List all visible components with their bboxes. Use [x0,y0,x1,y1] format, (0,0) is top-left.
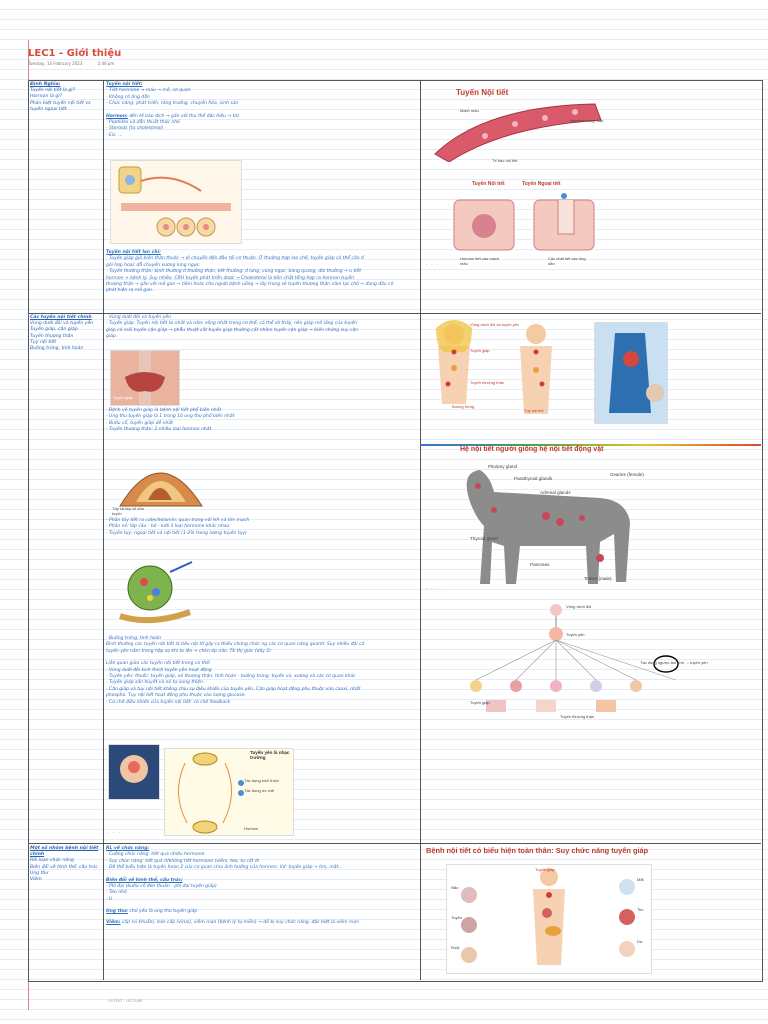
row-divider-2 [28,843,761,844]
hypo-label-eye: Mắt [637,877,644,882]
thyroid-throat-figure [110,350,180,406]
exo-line: hormon → bệnh lý. Suy nhiều. CRH tuyến phát triển được → Cholesterol là tiền chất tổng hợp ra hormon tuyến [106,275,355,281]
s2-main-adrenal [106,518,418,537]
s1-left-item: tuyến ngoại tiết [30,106,67,112]
label-endocrine-gland: Tuyến Nội tiết [472,181,505,187]
s2-line: giáp. [106,334,118,340]
s1-left-item: Hormon là gì? [30,94,62,100]
s3-inflam-line [106,920,418,926]
s2-main-gonad [106,636,418,706]
s2-mid-line: - Bệnh về tuyến giáp là bệnh nội tiết phổ biến nhất [106,408,222,413]
label-duct: Các chất tiết vào ống dẫn [548,256,586,266]
pituitary-diagram [164,748,294,836]
relation-line: - Cơ chế điều khiển của tuyến nội tiết: cơ chế feedback [106,699,231,705]
animal-label-testes: Testes (male) [584,576,612,581]
s1-main-line: - Không có ống dẫn [106,94,150,100]
relation-line: - Tuyến yên: thuốc: tuyến giáp, vỏ thượng thận, tinh hoàn - buồng trứng, tuyến vú, xương và các cơ quan khác [106,674,356,680]
animal-label-pancreas: Pancreas [530,562,550,567]
flow-label-pituitary: Tuyến yên [566,632,585,637]
s2-left-item: Tụy nội tiết [30,339,57,345]
throat-label: Tuyến giáp [113,395,133,400]
s1-left-item: Tuyến nội tiết là gì? [30,88,75,94]
s3-morph-line: - U [106,896,113,902]
human-label-pancreas: Tụy nội tiết [524,408,544,413]
s3-line: - Cường chức năng: tiết quá nhiều hormone [106,852,205,858]
s2-line: - Tuyến giáp: Tuyến nội tiết to nhất và nằm nông nhất trong cơ thể, có thể sờ thấy, nên giáp mô lắng của tuyến [106,321,358,327]
pituitary-title: Tuyến yên là nhạc trưởng [250,750,290,760]
s1-left [30,82,102,113]
s2-gonad-line: tuyến yên nằm trong hộp sọ khi to lên → chèn ép não. TK thị giác (dây 2) [106,648,271,654]
s3-left-item: Rối loạn chức năng [30,858,74,864]
exo-line: phát hiện ra mô gan. [106,288,154,294]
s3-right-title: Bệnh nội tiết có biểu hiện toàn thân: Suy chức năng tuyến giáp [426,846,649,855]
flow-feedback-label: Tác dụng ngược âm tính → tuyến yên [640,660,708,665]
human-label-ovary: Buồng trứng [452,404,475,409]
s2-main-dots: · · · [108,830,121,836]
s2-left-heading: Các tuyến nội tiết chính [30,315,92,320]
s2-right-dots: · · · · [426,586,445,592]
hypo-label-brain: Não [451,885,459,890]
s1-main-line: - Chức năng: phát triển, tăng trưởng, chuyển hóa, sinh sản [106,101,239,107]
pituitary-hormone-label: Hormon [244,826,259,831]
s1-main [106,82,418,139]
s2-main-top [106,315,418,341]
exo-line: - Tuyến giáp gửi biến thân thuốc → di chuyển đến đầu tôi cơ thuận. Ở thường hợp lao chế, tuyến giáp có thể cần ở [106,256,364,262]
label-endocrine-cell: Tế bào nội tiết [492,158,518,163]
s3-line: - Đề thể biểu hiện là tuyến hoàn 2 của cơ quan chia ảnh hưởng của hormon. Vd: tuyến giáp → tim, mắt... [106,865,343,871]
s3-cancer-heading: Ung thư: [106,909,129,915]
hypothyroid-svg [447,865,651,973]
col-divider-1 [103,80,104,980]
hormone-diagram [110,160,242,244]
hormone-line: - Peptides và dẫn thuất thức nhỏ [106,120,180,126]
animal-label-pituitary: Pituitary gland [488,464,518,469]
flow-label-adrenal: Tuyến thượng thận [560,714,595,719]
s2-gonad-line: Bình thường các tuyến nội tiết là tiêu nội tổ gây ra thiếu chứng chức ng các cơ quan năng quanh: Suy nhiều đài cả [106,642,365,648]
animal-label-parathyroid: Parathyroid glands [514,476,553,481]
endocrine-flow-diagram [456,600,706,730]
s3-main-heading: RL về chức năng: [106,846,150,851]
s3-left-item: Ung thư [30,870,49,876]
exo-line: gói hợp hoạc dẫ chuyển xương lưng ngực. [106,262,201,268]
flow-label-thyroid: Tuyến giáp [470,700,490,705]
col-divider-2 [420,80,421,980]
flow-label-hypothalamus: Vùng dưới đồi [566,604,592,609]
s2-left-item: Vùng dưới đồi và tuyến yên [30,321,94,327]
s3-cancer-text: chủ yếu là ung thư tuyến giáp [128,909,198,915]
row-divider-1 [28,313,761,314]
animal-label-ovaries: Ovaries (female) [610,472,644,477]
body-3d-figure [594,322,668,424]
hormone-intro: đến tế bào đích → gắn với thụ thể đặc hiệu → t/d [129,113,239,119]
blood-vessel-figure [425,96,605,162]
s2-line: - Vùng dưới đồi và tuyến yên [106,315,171,320]
s3-left-item: Viêm [30,877,42,883]
s2-line: giáp có mối tuyến cận giáp → phẫu thuật cắt tuyến giáp thường cắt nhầm tuyến cận giáp → biến chứng suy cận [106,327,359,333]
head-figure [108,744,160,800]
exo-heading: Tuyến nội tiết lan chỉ: [106,250,161,255]
s3-left-item: Biến đổi về hình thể, cấu trúc [30,864,98,870]
s3-left-heading: Một số nhóm bệnh nội tiết chính [30,846,99,858]
s2-mid-line: - Bướu cổ, tuyến giáp dễ nhất [106,420,173,426]
pituitary-stim-label: Tác dụng kích thích [244,778,279,783]
endo-fig-title: Tuyến Nội tiết [456,88,509,97]
s3-inflam-heading: Viêm: [106,919,121,925]
label-blood-hormone: Hormon tiết vào mạch máu [460,256,500,266]
s1-left-item: Phân biệt tuyến nội tiết vs [30,100,91,106]
date-text: Tuesday, 14 February 2023 [28,61,83,66]
human-label-thyroid: Tuyến giáp [470,348,490,353]
human-label-adrenal: Tuyến thượng thận [470,380,505,385]
s1-exo [106,250,418,295]
hormone-line: - Steroids (từ cholesterol) [106,126,164,132]
hypo-label-gut: Ruột [451,945,460,950]
hormone-diagram-svg [111,161,241,243]
exo-line: thượng thận → gần với mô gan → tiêm hoác cho người bệnh uống → lấy trong sẽ tuyến thượng thận nằm lạc chỗ → đang đầu có [106,282,394,288]
page-date [28,61,128,66]
human-label-hypothalamus: Vùng dưới đồi và tuyến yên [470,322,520,327]
s3-left [30,846,102,883]
s2-mid-line: - Ung thư tuyến giáp là 1 trong 10 ung thư phổ biến nhất [106,414,235,420]
label-blood-vessel: Mạch máu [460,108,479,113]
s3-morph-line: - Teo nhỏ [106,890,127,896]
s1-main-line: - Tiết hormone → máu → mô, cơ quan [106,88,191,94]
relation-line: Liên quan giữa các tuyến nội tiết trong cơ thể: [106,661,211,667]
s1-left-heading: Định Nghĩa: [30,82,61,87]
hypothyroid-figure [446,864,652,974]
s2-left [30,315,102,352]
s2-left-item: Buồng trứng, tinh hoàn [30,346,84,352]
hypo-label-gland: Tuyến [451,915,462,920]
animal-label-adrenal: Adrenal glands [540,490,571,495]
s3-morph-heading: Biến đổi về hình thể, cấu trúc: [106,877,183,883]
relation-line: - Vùng dưới đồi kích thích tuyến yên hoạt động [106,667,212,673]
s2-left-item: Tuyến giáp, cận giáp [30,327,78,333]
hormone-heading: Hormon: [106,113,128,119]
s3-inflam-text: cấp (vi khuẩn), bán cấp (virus), viêm mạn (bệnh lý tự miễn) → dễ bị suy chức năng, đặc biệt là viêm mạn [120,919,359,925]
hypo-label-skin: Da [637,939,643,944]
islet-figure [110,552,200,632]
page-footer: OUTPUT - LECTURE [108,999,143,1003]
hormone-line: - Eis. ... [106,132,123,138]
page-title: LEC1 - Giới thiệu [28,48,122,59]
animal-label-thyroid: Thyroid gland [470,536,498,541]
relation-line: - Tuyến giáp sản huyết và nó tự xung thiện. [106,680,205,686]
animal-title: Hệ nội tiết người giống hệ nội tiết động vật [460,446,604,453]
head-svg [109,745,159,799]
s3-line: - Suy chức năng: tiết quá ít/không tiết hormone (viêm, teo, tự cắt đi [106,858,259,864]
label-hormone-blood: Hormon trong máu [570,118,604,123]
horse-figure [450,462,650,592]
s1-dots: · · · [426,262,439,268]
s2-left-item: Tuyến thượng thận [30,333,74,339]
human-endocrine-figure [424,318,594,428]
gland-comparison-figure [450,190,600,260]
s2-adrenal-line: - Tuyến tụy: ngoại tiết và nội tiết (1-2% trong lượng tuyến tụy) [106,530,247,536]
s2-gonad-line: - Buồng trứng, tinh hoàn [106,636,162,641]
hypo-label-heart: Tim [637,907,644,912]
relation-line: - Cận giáp và tụy nội tiết không chịu sự điều khiển của tuyến yên. Cận giáp hoạt động phụ thuộc vào canxi, nhất [106,686,361,692]
pituitary-inhib-label: Tác dụng ức chế [244,788,275,793]
s2-adrenal-line: - Phần vỏ: lớp cầu - bó - lưới 3 loại hormone khác nhau [106,524,230,530]
s3-main [106,846,418,926]
time-text: 2:46 pm [97,61,115,66]
s2-mid-line: - Tuyến thượng thận: 2 nhiều loại hormon nhất [106,427,212,433]
s1-main-heading: Tuyến nội tiết: [106,82,143,87]
hypo-label-center: Tuyến giáp [535,867,555,872]
adrenal-label: Tủy và lớp vỏ của tuyến [112,506,144,516]
body-3d-svg [595,323,667,423]
exo-line: - Tuyến thường thận: bình thường ở thường thận, kết thường: ở lưng, vùng ngực, bàng quang, đài thường → u tiết [106,269,362,275]
s2-main-mid [106,408,418,434]
relation-line: phospho. Tụy nội tiết hoạt động phụ thuộc vào lượng glucose. [106,693,246,699]
s3-morph-line: - Phì đại (bướu cổ đơn thuần - phì đại tuyến giáp) [106,884,217,890]
s2-adrenal-line: - Phần tủy tiết ra catecholamin: quan trọng với HA và tim mạch [106,518,250,523]
label-exocrine-gland: Tuyến Ngoại tiết [522,181,561,187]
